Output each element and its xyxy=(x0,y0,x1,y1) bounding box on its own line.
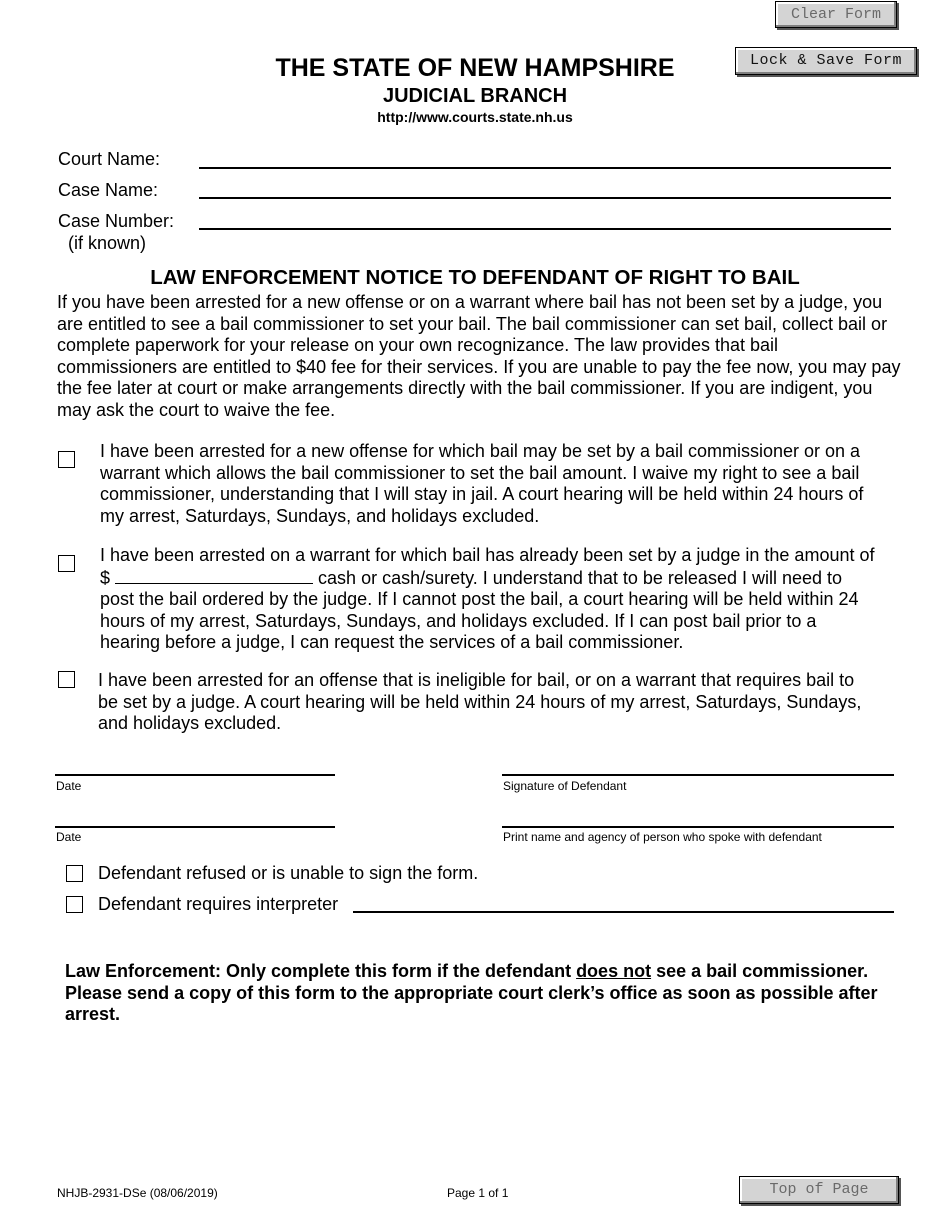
case-name-label: Case Name: xyxy=(58,180,159,200)
notice-intro: If you have been arrested for a new offense or on a warrant where bail has not been set by a judge, you are entitled to see a bail commissioner to set your bail. The bail commissioner can set bail, collect bail or complete paperwork for your release on your own recognizance. The law provides that bail commissioners are entitled to $40 fee for their services. If you are unable to pay the fee now, you may pay the fee later at court or make arrangements directly with the bail commissioner. If you are indigent, you may ask the court to waive the fee. xyxy=(57,292,901,420)
branch-title: JUDICIAL BRANCH xyxy=(382,85,568,107)
interpreter-language-input[interactable] xyxy=(353,911,894,913)
lock-save-form-button[interactable]: Lock & Save Form xyxy=(735,47,917,75)
law-note-after: see a bail commissioner. Please send a copy of this form to the appropriate court clerk’s office as soon as possible after arrest. xyxy=(65,961,878,1025)
court-name-input[interactable] xyxy=(199,167,891,169)
bail-amount-input[interactable] xyxy=(115,567,313,584)
case-name-input[interactable] xyxy=(199,197,891,199)
option3-checkbox[interactable] xyxy=(58,671,75,688)
option1-text: I have been arrested for a new offense for which bail may be set by a bail commissioner or on a warrant which allows the bail commissioner to set the bail amount. I waive my right to see a bail commissioner, understanding that I will stay in jail. A court hearing will be held within 24 hours of my arrest, Saturdays, Sundays, and holidays excluded. xyxy=(100,441,864,526)
if-known-label: (if known) xyxy=(68,233,147,253)
option3-text: I have been arrested for an offense that is ineligible for bail, or on a warrant that requires bail to be set by a judge. A court hearing will be held within 24 hours of my arrest, Saturdays, Sundays, and holidays excluded. xyxy=(98,670,862,734)
page-number: Page 1 of 1 xyxy=(447,1186,509,1200)
clear-form-button[interactable]: Clear Form xyxy=(775,1,897,28)
defendant-signature-line[interactable] xyxy=(502,774,894,776)
refused-label: Defendant refused or is unable to sign the form. xyxy=(98,863,479,883)
refused-checkbox[interactable] xyxy=(66,865,83,882)
defendant-signature-caption: Signature of Defendant xyxy=(503,779,627,793)
date-caption-1: Date xyxy=(56,779,82,793)
option2-text xyxy=(100,545,880,654)
notice-title: LAW ENFORCEMENT NOTICE TO DEFENDANT OF RIGHT TO BAIL xyxy=(150,266,800,289)
option2-checkbox[interactable] xyxy=(58,555,75,572)
law-enforcement-note xyxy=(65,961,885,1026)
option2-text-after: cash or cash/surety. I understand that to be released I will need to post the bail ordered by the judge. If I cannot post the bail, a court hearing will be held within 24 hours of my arrest, Saturdays, Sundays, and holidays excluded. If I can post bail prior to a hearing before a judge, I can request the services of a bail commissioner. xyxy=(100,567,859,653)
officer-name-agency-line[interactable] xyxy=(502,826,894,828)
option1-checkbox[interactable] xyxy=(58,451,75,468)
date-line-2[interactable] xyxy=(55,826,335,828)
date-caption-2: Date xyxy=(56,830,82,844)
courts-url: http://www.courts.state.nh.us xyxy=(377,109,573,125)
state-title: THE STATE OF NEW HAMPSHIRE xyxy=(275,54,675,82)
law-note-underlined: does not xyxy=(576,961,652,981)
case-number-label: Case Number: xyxy=(58,211,175,231)
court-name-label: Court Name: xyxy=(58,149,161,169)
form-id: NHJB-2931-DSe (08/06/2019) xyxy=(57,1186,218,1200)
interpreter-label: Defendant requires interpreter xyxy=(98,894,339,914)
option2-text-before: I have been arrested on a warrant for which bail has already been set by a judge in the amount of $ xyxy=(100,545,875,588)
case-number-input[interactable] xyxy=(199,228,891,230)
interpreter-checkbox[interactable] xyxy=(66,896,83,913)
law-note-before: Law Enforcement: Only complete this form if the defendant xyxy=(65,961,577,981)
officer-name-agency-caption: Print name and agency of person who spoke with defendant xyxy=(503,830,822,844)
top-of-page-button[interactable]: Top of Page xyxy=(739,1176,899,1204)
date-line-1[interactable] xyxy=(55,774,335,776)
